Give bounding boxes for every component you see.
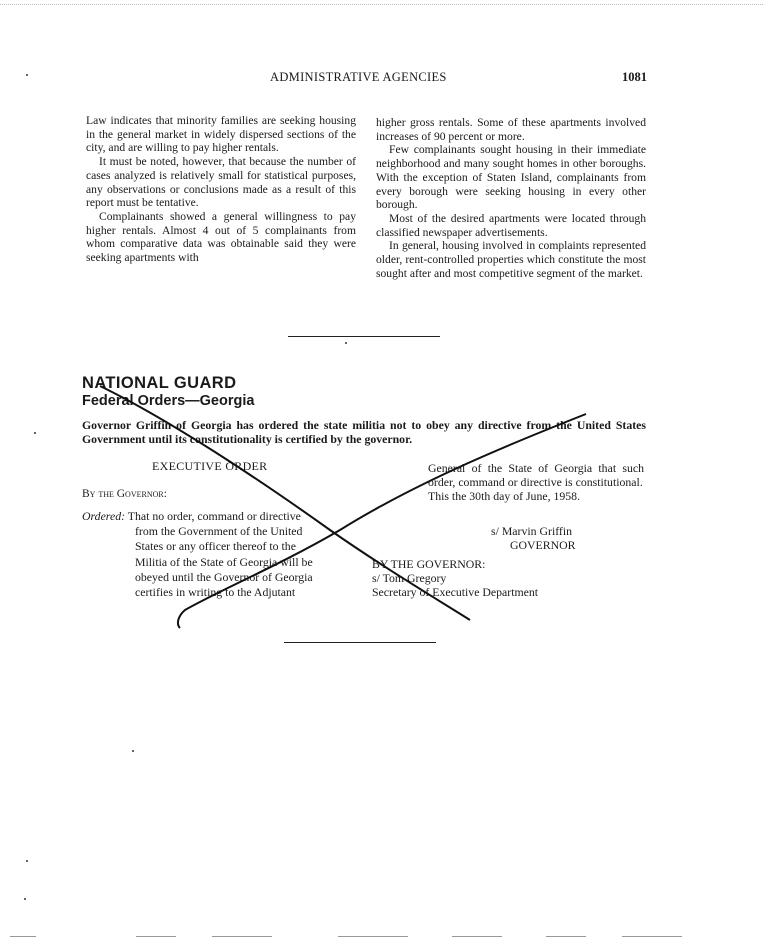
paragraph: Few complainants sought housing in their immediate neighborhood and many sought homes in other boroughs. With the exception of Staten Island, complainants from every borough were seeking housing in every other borough. <box>376 143 646 212</box>
top-edge-dots <box>0 4 763 5</box>
bottom-edge-mark <box>546 936 586 937</box>
order-line: certifies in writing to the Adjutant <box>135 585 296 600</box>
paragraph: Complainants showed a general willingness to pay higher rentals. Almost 4 out of 5 complainants from whom comparative data was obtainable said they were seeking apartments with <box>86 209 356 265</box>
order-line: States or any officer thereof to the <box>135 539 296 554</box>
order-label: Ordered: <box>82 509 126 523</box>
attest-title: Secretary of Executive Department <box>372 585 539 599</box>
order-body <box>82 509 352 600</box>
scan-speck <box>345 342 347 344</box>
governor-title: GOVERNOR <box>510 538 576 552</box>
governor-signature: s/ Marvin Griffin <box>491 524 573 538</box>
right-column <box>376 116 646 280</box>
paragraph: In general, housing involved in complaints represented older, rent-controlled properties which constitute the most sought after and most competitive segment of the market. <box>376 239 646 280</box>
order-date: This the 30th day of June, 1958. <box>428 489 581 504</box>
paragraph: higher gross rentals. Some of these apartments involved increases of 90 percent or more. <box>376 116 646 143</box>
scan-speck <box>34 432 36 434</box>
paragraph: Law indicates that minority families are seeking housing in the general market in widely dispersed sections of the city, and are willing to pay higher rentals. <box>86 114 356 155</box>
order-continuation-text: General of the State of Georgia that such order, command or directive is constitutional. <box>428 461 644 490</box>
order-line: obeyed until the Governor of Georgia <box>135 569 313 584</box>
section-title: NATIONAL GUARD <box>82 374 237 392</box>
scan-speck <box>26 74 28 76</box>
paragraph: It must be noted, however, that because the number of cases analyzed is relatively small for statistical purposes, any observations or conclusions made as a result of this report must be tentative. <box>86 155 356 210</box>
page-number: 1081 <box>622 70 647 84</box>
order-heading: EXECUTIVE ORDER <box>152 459 268 473</box>
running-header: ADMINISTRATIVE AGENCIES <box>270 70 447 84</box>
left-column <box>86 114 356 265</box>
section-subtitle: Federal Orders—Georgia <box>82 393 255 409</box>
attest-name: s/ Tom Gregory <box>372 571 447 585</box>
scan-speck <box>132 750 134 752</box>
bottom-edge-mark <box>136 936 176 937</box>
order-line: That no order, command or directive <box>127 509 301 523</box>
bottom-edge-mark <box>338 936 408 937</box>
bottom-edge-mark <box>452 936 502 937</box>
order-first-line <box>82 509 352 524</box>
bottom-edge-mark <box>10 936 36 937</box>
bottom-edge-mark <box>622 936 682 937</box>
paragraph: Most of the desired apartments were located through classified newspaper advertisements. <box>376 211 646 239</box>
order-line: Militia of the State of Georgia will be <box>135 554 313 569</box>
order-continuation <box>372 461 644 504</box>
scan-speck <box>24 898 26 900</box>
order-line: from the Government of the United <box>135 524 303 539</box>
attest-by: BY THE GOVERNOR: <box>372 557 486 571</box>
order-by-line: By the Governor: <box>82 488 167 500</box>
scan-speck <box>26 860 28 862</box>
section-divider <box>284 642 436 643</box>
bottom-edge-mark <box>212 936 272 937</box>
section-summary: Governor Griffin of Georgia has ordered the state militia not to obey any directive from the United States Government until its constitutionality is certified by the governor. <box>82 418 646 446</box>
section-divider <box>288 336 440 337</box>
